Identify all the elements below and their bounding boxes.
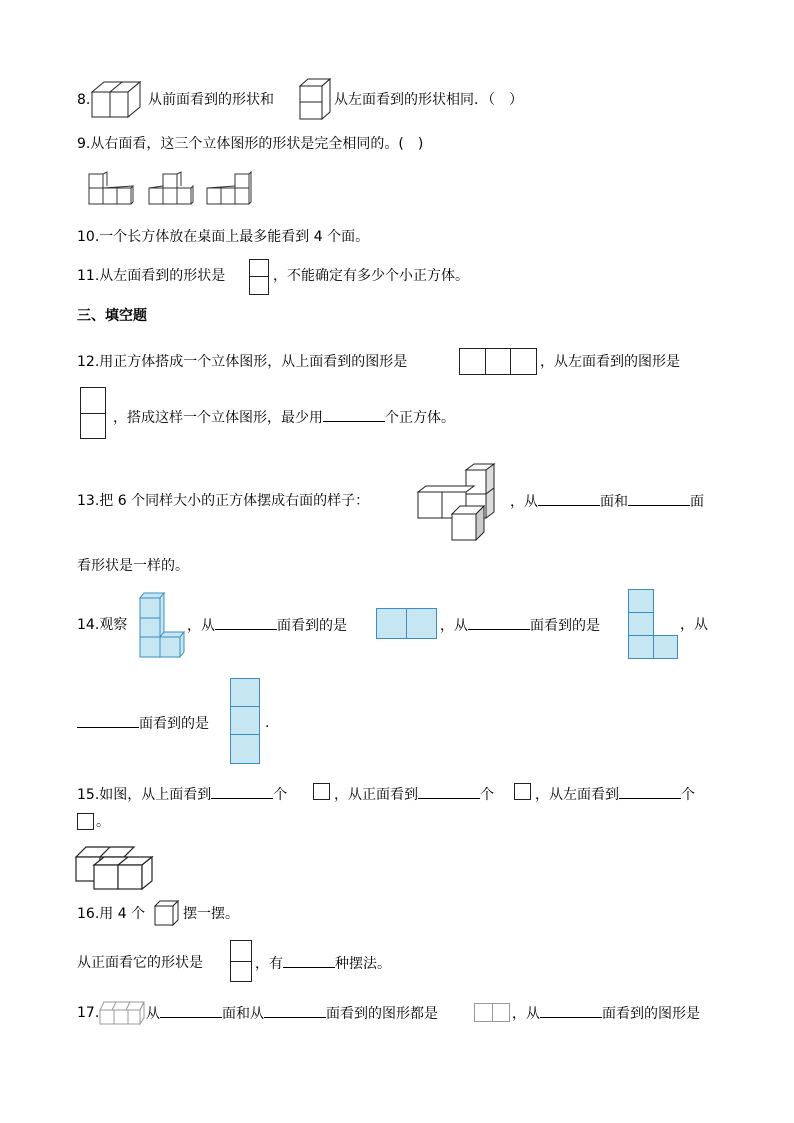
q9-figure-3 (206, 172, 252, 206)
q15-text-3: ，从左面看到 (535, 787, 619, 803)
q17-answer-blank-3[interactable] (540, 1003, 602, 1018)
q14-answer-blank-1[interactable] (215, 615, 277, 630)
question-8 (77, 90, 90, 110)
q8-cuboid-figure (92, 80, 142, 118)
q13-cube-figure (414, 462, 504, 542)
q17-text-2: 面和从 (222, 1006, 264, 1022)
q14-text-8: . (265, 715, 270, 731)
q13-line-rest (510, 491, 704, 512)
q14-text-6: ，从 (680, 617, 708, 633)
q14-view-figure-3 (230, 678, 260, 764)
q14-view-figure-1 (376, 608, 437, 639)
q14-text-3: 面看到的是 (277, 618, 347, 634)
q14-text-5: 面看到的是 (530, 618, 600, 634)
q8-number: 8. (77, 92, 91, 108)
q13-text-5: 看形状是一样的。 (77, 558, 189, 574)
q13-text-2: ，从 (510, 494, 538, 510)
q16-text-1: 16.用 4 个 (77, 906, 146, 922)
q17-view-figure (474, 1003, 510, 1022)
q13-text-3: 面和 (600, 494, 628, 510)
q15-line-3 (535, 784, 695, 805)
q14-text-7: 面看到的是 (139, 716, 209, 732)
q17-line-2 (512, 1003, 700, 1024)
q15-line-1 (77, 784, 287, 805)
q14-text-2: ，从 (187, 618, 215, 634)
question-12-text-1: 12.用正方体搭成一个立体图形，从上面看到的图形是 (77, 354, 408, 370)
q14-line-1 (187, 615, 347, 636)
q14-answer-blank-3[interactable] (77, 713, 139, 728)
q12-text-3-line (113, 407, 455, 428)
q16-text-3: 从正面看它的形状是 (77, 955, 203, 971)
q15-line-2 (334, 784, 494, 805)
q15-text-1: 15.如图，从上面看到 (77, 787, 212, 803)
q8-tower-figure (300, 78, 332, 120)
q17-text-5: 面看到的图形是 (602, 1006, 700, 1022)
q12-text-4: 个正方体。 (385, 410, 455, 426)
q13-text-4: 面 (690, 494, 704, 510)
q15-answer-blank-2[interactable] (418, 784, 480, 799)
q17-text-1: 从 (146, 1006, 160, 1022)
q13-answer-blank-2[interactable] (628, 491, 690, 506)
q17-text-3: 面看到的图形都是 (326, 1006, 438, 1022)
question-10: 10.一个长方体放在桌面上最多能看到 4 个面。 (77, 229, 370, 245)
q12-left-view-figure (80, 387, 106, 439)
q9-figure-2 (148, 172, 194, 206)
q17-text-4: ，从 (512, 1006, 540, 1022)
q16-text-4: ，有 (255, 956, 283, 972)
q16-answer-blank[interactable] (283, 953, 335, 968)
q9-figure-1 (88, 172, 134, 206)
q14-view-figure-2 (628, 589, 678, 659)
q15-square-icon-3 (77, 813, 94, 830)
q12-top-view-figure (459, 348, 537, 375)
question-11-text-1: 11.从左面看到的形状是 (77, 268, 226, 284)
q17-cube-figure (98, 998, 146, 1026)
q14-line-2 (440, 615, 600, 636)
q17-line-1 (146, 1003, 438, 1024)
q17-answer-blank-2[interactable] (264, 1003, 326, 1018)
q14-text-4: ，从 (440, 618, 468, 634)
q16-cube-icon (154, 900, 180, 926)
q15-square-icon-2 (514, 783, 531, 800)
q15-ge-3: 个 (681, 787, 695, 803)
q16-text-5: 种摆法。 (335, 956, 391, 972)
q15-cube-figure (76, 843, 156, 891)
q8-text-2: 从左面看到的形状相同．（ ） (334, 92, 523, 108)
q11-left-view-figure (249, 259, 269, 295)
q15-ge-2: 个 (480, 787, 494, 803)
question-11-text-2: ，不能确定有多少个小正方体。 (273, 268, 469, 284)
section-3-title: 三、填空题 (77, 308, 147, 324)
question-14-text-1: 14.观察 (77, 617, 128, 633)
q15-answer-blank-3[interactable] (619, 784, 681, 799)
q12-answer-blank[interactable] (323, 407, 385, 422)
q15-end: 。 (96, 814, 110, 830)
q15-square-icon-1 (313, 783, 330, 800)
question-12-text-2: ，从左面看到的图形是 (540, 354, 680, 370)
q8-text-1: 从前面看到的形状和 (148, 92, 274, 108)
question-13-text-1: 13.把 6 个同样大小的正方体摆成右面的样子： (77, 493, 370, 509)
question-9: 9.从右面看，这三个立体图形的形状是完全相同的。( ) (77, 136, 424, 152)
q14-solid-figure (138, 590, 186, 660)
q15-answer-blank-1[interactable] (211, 784, 273, 799)
q17-answer-blank-1[interactable] (160, 1003, 222, 1018)
q15-text-2: ，从正面看到 (334, 787, 418, 803)
q16-front-view-figure (230, 940, 252, 982)
q14-line-3 (77, 713, 209, 734)
q17-number: 17. (77, 1005, 100, 1021)
q14-answer-blank-2[interactable] (468, 615, 530, 630)
q16-line-rest (255, 953, 391, 974)
q12-text-3: ，搭成这样一个立体图形，最少用 (113, 410, 323, 426)
q16-text-2: 摆一摆。 (183, 906, 239, 922)
q13-answer-blank-1[interactable] (538, 491, 600, 506)
q15-ge-1: 个 (273, 787, 288, 803)
